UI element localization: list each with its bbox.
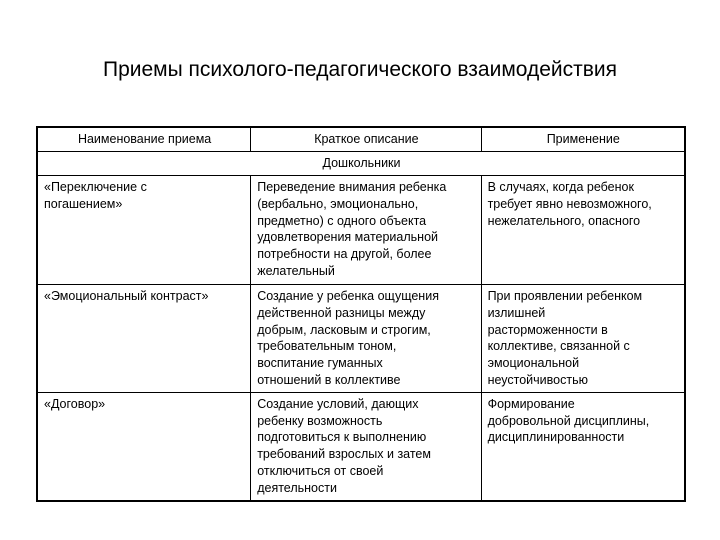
section-preschoolers: Дошкольники — [37, 152, 685, 176]
cell-text-line: Переведение внимания ребенка — [257, 180, 447, 194]
techniques-table — [36, 126, 686, 502]
cell-application — [481, 285, 685, 393]
table-header-row — [37, 127, 685, 152]
cell-text-line: Формирование — [487, 396, 575, 411]
cell-text-line: излишней — [487, 305, 546, 320]
cell-name — [37, 392, 251, 501]
table-row — [37, 176, 685, 285]
cell-name — [37, 176, 251, 285]
cell-text-line: погашением» — [44, 196, 123, 211]
table-row — [37, 392, 685, 501]
cell-text-line: неустойчивостью — [487, 372, 588, 387]
cell-text-line: «Эмоциональный контраст» — [44, 289, 209, 303]
cell-text-line: подготовиться к выполнению — [257, 430, 427, 445]
cell-text-line: требований взрослых и затем — [257, 447, 431, 462]
cell-text-line: воспитание гуманных — [257, 356, 383, 371]
cell-text-line: эмоциональной — [487, 356, 580, 371]
section-row — [37, 152, 685, 176]
cell-application — [481, 176, 685, 285]
cell-text-line: удовлетворения материальной — [257, 230, 439, 245]
cell-text-line: добровольной дисциплины, — [487, 413, 650, 428]
cell-text-line: отношений в коллективе — [257, 372, 401, 387]
cell-text-line: желательный — [257, 263, 335, 278]
cell-text-line: действенной разницы между — [257, 305, 426, 320]
cell-text-line: требовательным тоном, — [257, 339, 397, 354]
cell-text-line: Создание условий, дающих — [257, 396, 419, 411]
cell-description — [251, 176, 481, 285]
cell-description — [251, 285, 481, 393]
cell-text-line: коллективе, связанной с — [487, 339, 630, 354]
page-title: Приемы психолого-педагогического взаимодействия — [102, 58, 618, 81]
cell-text-line: расторможенности в — [487, 322, 608, 337]
cell-text-line: деятельности — [257, 480, 337, 495]
cell-application — [481, 392, 685, 501]
cell-name — [37, 285, 251, 393]
cell-text-line: Создание у ребенка ощущения — [257, 289, 439, 303]
cell-text-line: «Договор» — [44, 396, 106, 411]
cell-text-line: «Переключение с — [44, 180, 147, 194]
cell-text-line: При проявлении ребенком — [487, 289, 643, 303]
cell-text-line: (вербально, эмоционально, — [257, 196, 419, 211]
table-row — [37, 285, 685, 393]
cell-text-line: предметно) с одного объекта — [257, 213, 427, 228]
cell-text-line: дисциплинированности — [487, 430, 625, 445]
cell-text-line: требует явно невозможного, — [487, 196, 652, 211]
cell-text-line: отключиться от своей — [257, 463, 384, 478]
cell-description — [251, 392, 481, 501]
header-description: Краткое описание — [251, 127, 481, 152]
cell-text-line: добрым, ласковым и строгим, — [257, 322, 431, 337]
cell-text-line: В случаях, когда ребенок — [487, 180, 634, 194]
cell-text-line: нежелательного, опасного — [487, 213, 641, 228]
cell-text-line: потребности на другой, более — [257, 247, 432, 262]
cell-text-line: ребенку возможность — [257, 413, 383, 428]
header-application: Применение — [481, 127, 685, 152]
header-name: Наименование приема — [37, 127, 251, 152]
